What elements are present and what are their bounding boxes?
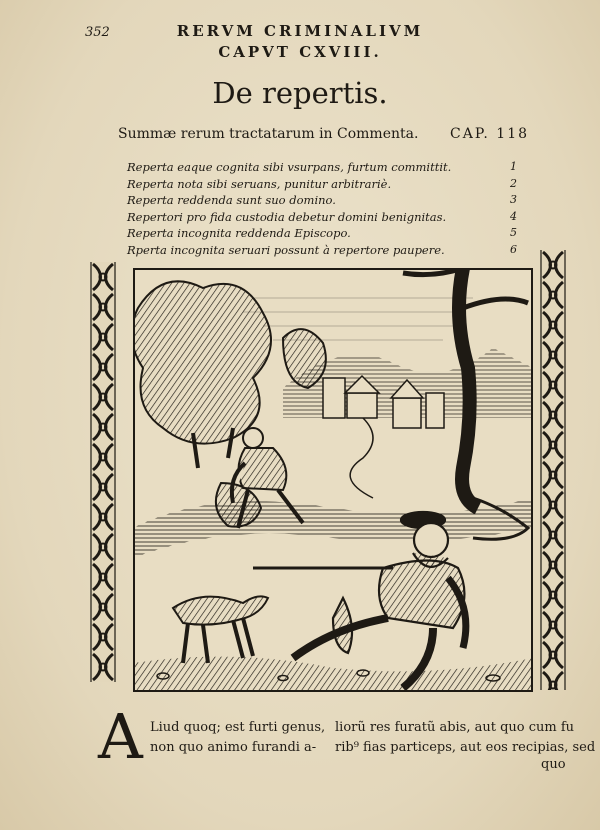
list-item-text: Rperta incognita seruari possunt à repertore paupere.	[127, 242, 445, 257]
list-item-text: Reperta reddenda sunt suo domino.	[127, 193, 336, 207]
list-item	[127, 210, 527, 227]
page-title: De repertis.	[212, 76, 388, 110]
list-item-number: 1	[510, 160, 517, 173]
body-line: Liud quoq; est furti genus,	[150, 720, 326, 735]
catchword: quo	[541, 757, 566, 772]
body-column-left	[150, 718, 325, 758]
summary-heading: Summæ rerum tractatarum in Commenta.	[118, 126, 419, 142]
drop-cap: A	[98, 700, 143, 773]
body-column-right	[335, 718, 595, 758]
body-line: liorũ res furatũ abis, aut quo cum fu	[335, 720, 575, 735]
list-item-number: 4	[510, 209, 517, 223]
list-item	[127, 243, 527, 260]
list-item-text: Reperta eaque cognita sibi vsurpans, furtum committit.	[127, 160, 452, 174]
list-item-number: 2	[510, 176, 517, 190]
list-item	[127, 193, 527, 210]
list-item-number: 6	[510, 242, 517, 256]
body-line: rib⁹ fias particeps, aut eos recipias, sed	[335, 740, 596, 755]
list-item	[127, 160, 527, 177]
body-line: non quo animo furandi a-	[150, 740, 317, 755]
ornamental-border-left	[90, 262, 116, 682]
list-item	[127, 226, 527, 243]
running-head: RERVM CRIMINALIVM	[176, 22, 424, 40]
summary-list	[127, 160, 527, 259]
list-item	[127, 177, 527, 194]
cap-reference: CAP. 118	[450, 126, 530, 142]
list-item-text: Reperta incognita reddenda Episcopo.	[127, 226, 351, 240]
list-item-text: Reperta nota sibi seruans, punitur arbitrariè.	[127, 176, 392, 191]
list-item-text: Repertori pro fida custodia debetur domini benignitas.	[127, 209, 447, 224]
page-number: 352	[85, 25, 110, 40]
list-item-number: 3	[510, 193, 517, 206]
ornamental-border-right	[540, 250, 566, 690]
woodcut-illustration	[133, 268, 533, 692]
chapter-heading: CAPVT CXVIII.	[218, 43, 382, 61]
list-item-number: 5	[510, 226, 517, 239]
